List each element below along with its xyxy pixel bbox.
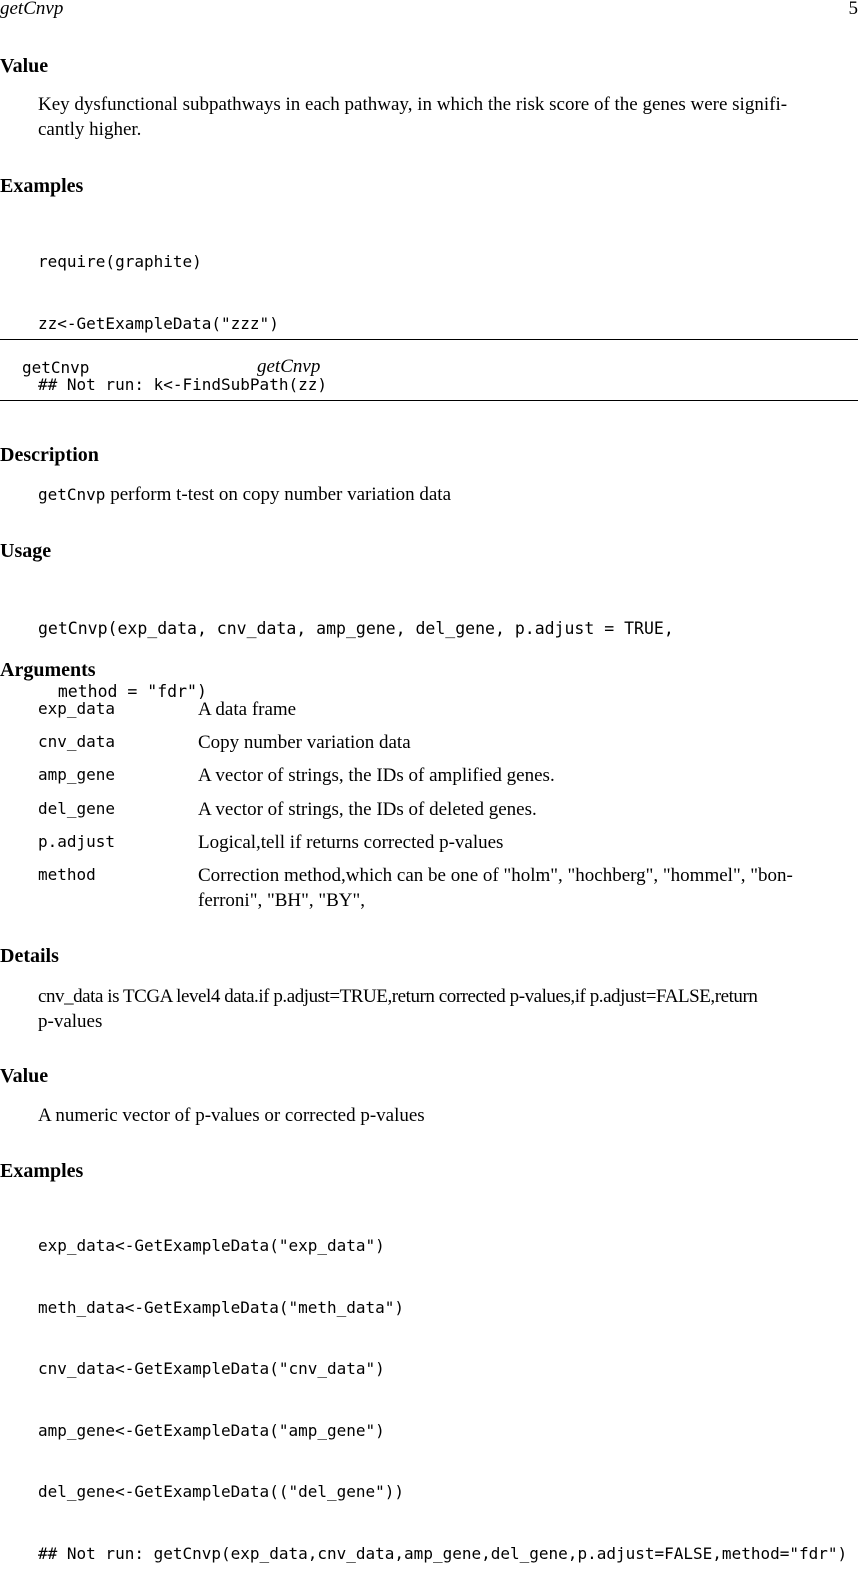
topic-bottom-rule xyxy=(0,400,858,401)
details-line-1: cnv_data is TCGA level4 data.if p.adjust=TRUE,return corrected p-values,if p.adjust=FALSE,return xyxy=(38,986,757,1007)
description-heading: Description xyxy=(0,444,99,467)
prev-value-line-2: cantly higher. xyxy=(38,119,141,140)
argument-name: del_gene xyxy=(38,799,115,818)
details-heading: Details xyxy=(0,945,59,968)
arguments-heading: Arguments xyxy=(0,659,96,682)
description-text xyxy=(38,482,451,507)
argument-desc: Copy number variation data xyxy=(198,730,858,755)
page-number: 5 xyxy=(849,0,858,20)
argument-name: amp_gene xyxy=(38,765,115,784)
running-header-title: getCnvp xyxy=(0,0,63,20)
prev-value-line-1: Key dysfunctional subpathways in each pathway, in which the risk score of the genes were signifi- xyxy=(38,94,787,115)
code-line: ## Not run: getCnvp(exp_data,cnv_data,amp_gene,del_gene,p.adjust=FALSE,method="fdr") xyxy=(38,1542,847,1566)
description-code: getCnvp xyxy=(38,485,105,504)
value-heading: Value xyxy=(0,1065,48,1088)
topic-name: getCnvp xyxy=(22,358,89,377)
argument-name: method xyxy=(38,865,96,884)
code-line: exp_data<-GetExampleData("exp_data") xyxy=(38,1234,847,1258)
prev-examples-code xyxy=(38,212,327,416)
topic-top-rule xyxy=(0,339,858,340)
prev-value-text xyxy=(38,92,856,142)
code-line: del_gene<-GetExampleData(("del_gene")) xyxy=(38,1480,847,1504)
argument-desc-line-2: ferroni", "BH", "BY", xyxy=(198,890,365,911)
code-line: zz<-GetExampleData("zzz") xyxy=(38,312,327,336)
details-line-2: p-values xyxy=(38,1011,102,1032)
argument-desc: A data frame xyxy=(198,697,858,722)
topic-title: getCnvp xyxy=(257,356,320,378)
examples-heading: Examples xyxy=(0,1160,83,1183)
argument-name: p.adjust xyxy=(38,832,115,851)
prev-value-heading: Value xyxy=(0,55,48,78)
description-rest: perform t-test on copy number variation data xyxy=(105,484,451,505)
argument-desc: Logical,tell if returns corrected p-values xyxy=(198,830,858,855)
argument-desc: A vector of strings, the IDs of amplified genes. xyxy=(198,763,858,788)
value-text: A numeric vector of p-values or corrected p-values xyxy=(38,1103,425,1128)
code-line: require(graphite) xyxy=(38,250,327,274)
details-text xyxy=(38,984,858,1034)
code-line: meth_data<-GetExampleData("meth_data") xyxy=(38,1296,847,1320)
argument-desc: A vector of strings, the IDs of deleted genes. xyxy=(198,797,858,822)
argument-desc xyxy=(198,863,858,913)
code-line: method = "fdr") xyxy=(38,679,674,704)
code-line: amp_gene<-GetExampleData("amp_gene") xyxy=(38,1419,847,1443)
argument-name: cnv_data xyxy=(38,732,115,751)
code-line: getCnvp(exp_data, cnv_data, amp_gene, del_gene, p.adjust = TRUE, xyxy=(38,616,674,641)
examples-code xyxy=(38,1196,847,1584)
code-line: ## Not run: k<-FindSubPath(zz) xyxy=(38,373,327,397)
prev-examples-heading: Examples xyxy=(0,175,83,198)
argument-name: exp_data xyxy=(38,699,115,718)
usage-heading: Usage xyxy=(0,540,51,563)
code-line: cnv_data<-GetExampleData("cnv_data") xyxy=(38,1357,847,1381)
argument-desc-line-1: Correction method,which can be one of "holm", "hochberg", "hommel", "bon- xyxy=(198,865,793,886)
